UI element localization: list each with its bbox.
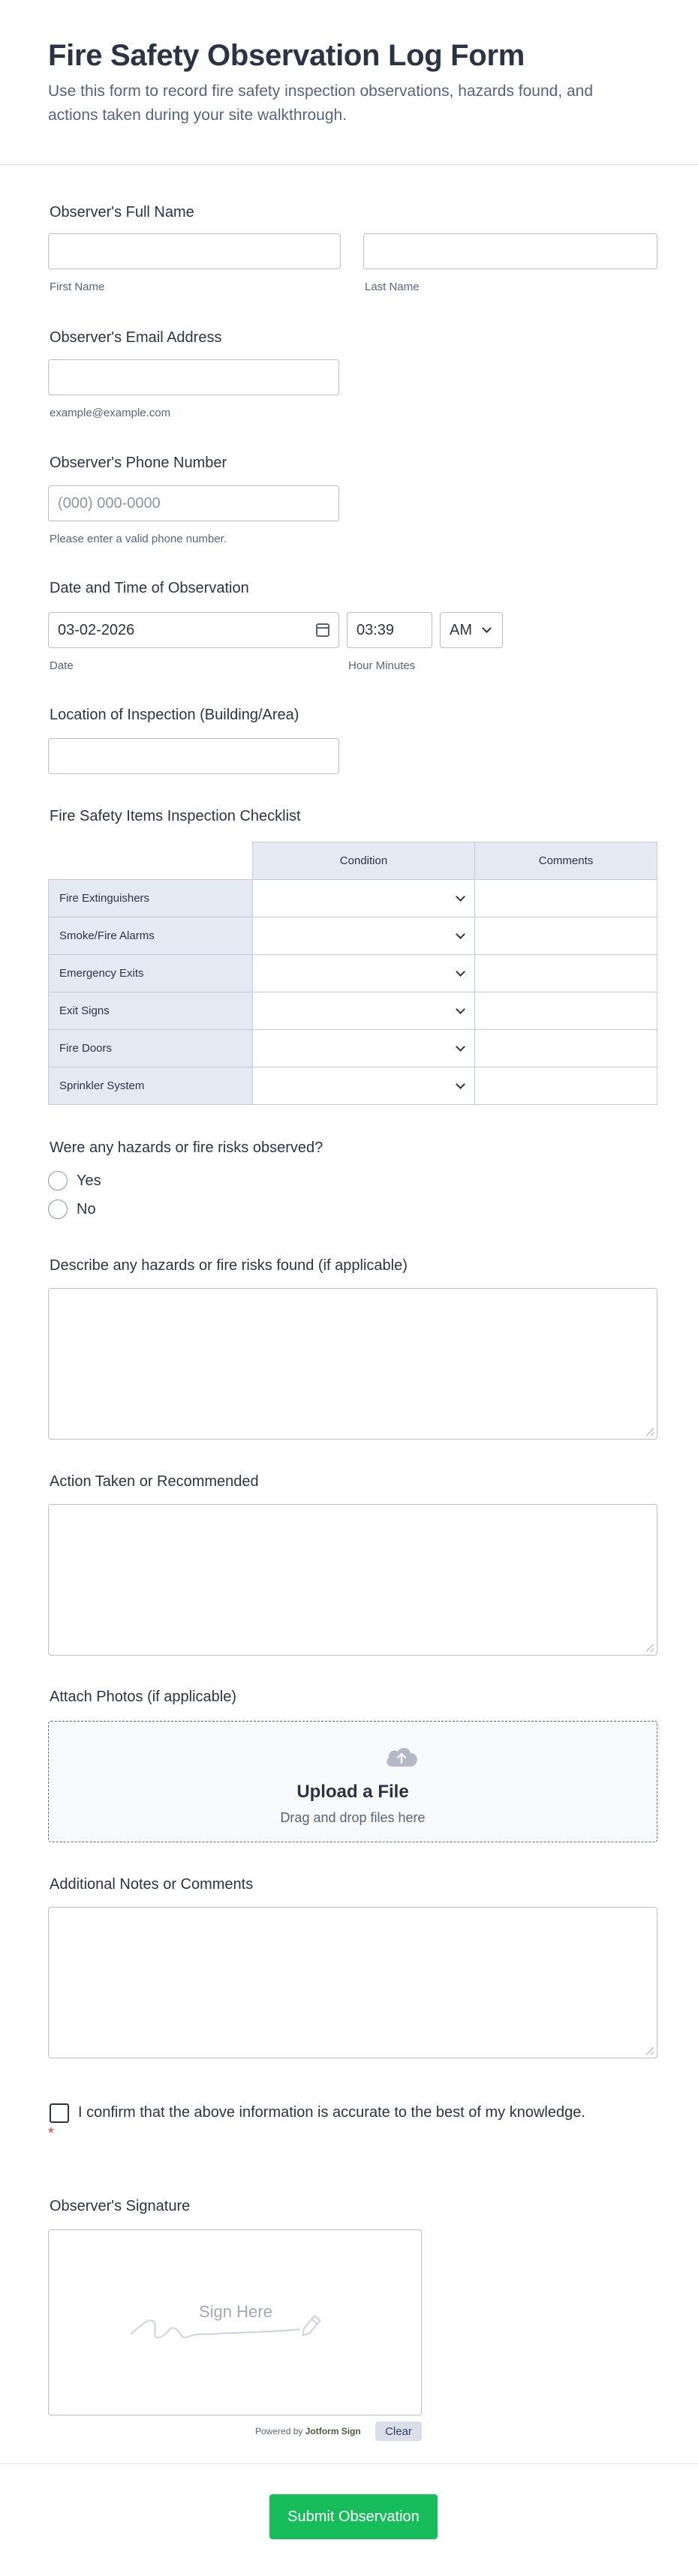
table-row	[49, 1030, 657, 1067]
chevron-down-icon	[456, 1079, 465, 1089]
chevron-down-icon	[482, 623, 492, 633]
confirm-text: I confirm that the above information is accurate to the best of my knowledge.	[78, 2104, 585, 2121]
chevron-down-icon	[456, 1004, 465, 1014]
comments-input[interactable]	[475, 1030, 657, 1067]
calendar-icon[interactable]	[316, 623, 329, 637]
powered-prefix: Powered by	[255, 2426, 303, 2436]
chevron-down-icon	[456, 929, 465, 939]
first-name-input[interactable]	[48, 233, 341, 269]
column-header-condition: Condition	[253, 842, 475, 880]
resize-handle-icon[interactable]	[646, 1428, 654, 1436]
row-label: Emergency Exits	[49, 955, 253, 992]
submit-button[interactable]: Submit Observation	[269, 2494, 438, 2539]
table-corner	[49, 842, 253, 880]
hazards-question-label: Were any hazards or fire risks observed?	[50, 1139, 323, 1156]
table-row	[49, 880, 657, 917]
clear-signature-button[interactable]: Clear	[375, 2421, 422, 2441]
table-row	[49, 955, 657, 992]
notes-label: Additional Notes or Comments	[50, 1876, 254, 1893]
condition-select[interactable]	[253, 1030, 475, 1067]
confirm-label[interactable]	[48, 2102, 588, 2144]
pen-icon	[300, 2316, 320, 2337]
signature-placeholder: Sign Here	[199, 2302, 272, 2321]
last-name-input[interactable]	[363, 233, 657, 269]
phone-label: Observer's Phone Number	[50, 455, 227, 471]
location-input[interactable]	[48, 738, 339, 774]
signature-label: Observer's Signature	[50, 2198, 191, 2214]
email-sublabel: example@example.com	[50, 407, 171, 419]
comments-input[interactable]	[475, 955, 657, 992]
condition-select[interactable]	[253, 992, 475, 1030]
signature-pad[interactable]	[48, 2229, 422, 2415]
last-name-sublabel: Last Name	[365, 281, 420, 293]
comments-input[interactable]	[475, 880, 657, 917]
column-header-comments: Comments	[475, 842, 657, 880]
photos-label: Attach Photos (if applicable)	[50, 1689, 237, 1705]
comments-input[interactable]	[475, 992, 657, 1030]
condition-select[interactable]	[253, 955, 475, 992]
cloud-upload-icon	[384, 1744, 420, 1768]
radio-yes-label[interactable]: Yes	[77, 1172, 101, 1189]
ampm-value: AM	[450, 621, 472, 638]
signature-scribble-icon	[127, 2302, 352, 2347]
condition-select[interactable]	[253, 880, 475, 917]
row-label: Fire Extinguishers	[49, 880, 253, 917]
chevron-down-icon	[456, 967, 465, 977]
time-sublabel: Hour Minutes	[348, 659, 416, 672]
full-name-label: Observer's Full Name	[50, 204, 194, 221]
notes-textarea[interactable]	[48, 1907, 657, 2058]
datetime-label: Date and Time of Observation	[50, 580, 249, 596]
file-upload-dropzone[interactable]	[48, 1721, 657, 1842]
comments-input[interactable]	[475, 1067, 657, 1105]
required-mark: *	[48, 2125, 54, 2142]
table-row	[49, 1067, 657, 1105]
time-input[interactable]: 03:39	[347, 612, 432, 648]
date-value: 03-02-2026	[58, 621, 135, 638]
row-label: Exit Signs	[49, 992, 253, 1030]
radio-no-label[interactable]: No	[77, 1201, 96, 1217]
upload-subtitle: Drag and drop files here	[280, 1810, 426, 1825]
first-name-sublabel: First Name	[50, 281, 105, 293]
chevron-down-icon	[456, 1042, 465, 1052]
action-taken-textarea[interactable]	[48, 1504, 657, 1656]
page-title: Fire Safety Observation Log Form	[48, 39, 525, 72]
row-label: Fire Doors	[49, 1030, 253, 1067]
powered-by-text	[255, 2426, 361, 2436]
location-label: Location of Inspection (Building/Area)	[50, 707, 299, 723]
resize-handle-icon[interactable]	[646, 2047, 654, 2055]
radio-yes[interactable]	[48, 1171, 68, 1190]
condition-select[interactable]	[253, 1067, 475, 1105]
table-row	[49, 992, 657, 1030]
chevron-down-icon	[456, 892, 465, 902]
email-input[interactable]	[48, 359, 339, 395]
date-sublabel: Date	[50, 659, 74, 672]
row-label: Smoke/Fire Alarms	[49, 917, 253, 955]
email-label: Observer's Email Address	[50, 329, 222, 346]
resize-handle-icon[interactable]	[646, 1644, 654, 1652]
action-taken-label: Action Taken or Recommended	[50, 1473, 259, 1490]
form-footer	[0, 2463, 698, 2576]
table-row	[49, 917, 657, 955]
phone-sublabel: Please enter a valid phone number.	[50, 533, 227, 545]
comments-input[interactable]	[475, 917, 657, 955]
powered-brand: Jotform Sign	[305, 2426, 361, 2436]
date-input[interactable]	[48, 612, 339, 648]
ampm-select[interactable]	[440, 612, 503, 648]
radio-no[interactable]	[48, 1199, 68, 1219]
page-description: Use this form to record fire safety inspection observations, hazards found, and actions taken during your site walkthrough.	[48, 83, 594, 124]
condition-select[interactable]	[253, 917, 475, 955]
upload-title: Upload a File	[296, 1782, 409, 1802]
phone-input[interactable]: (000) 000-0000	[48, 485, 339, 521]
hazards-describe-textarea[interactable]	[48, 1288, 657, 1440]
table-header-row	[49, 842, 657, 880]
hazards-describe-label: Describe any hazards or fire risks found (if applicable)	[50, 1257, 408, 1274]
form-header	[0, 0, 698, 165]
checklist-table	[48, 842, 657, 1105]
row-label: Sprinkler System	[49, 1067, 253, 1105]
checklist-label: Fire Safety Items Inspection Checklist	[50, 808, 301, 824]
